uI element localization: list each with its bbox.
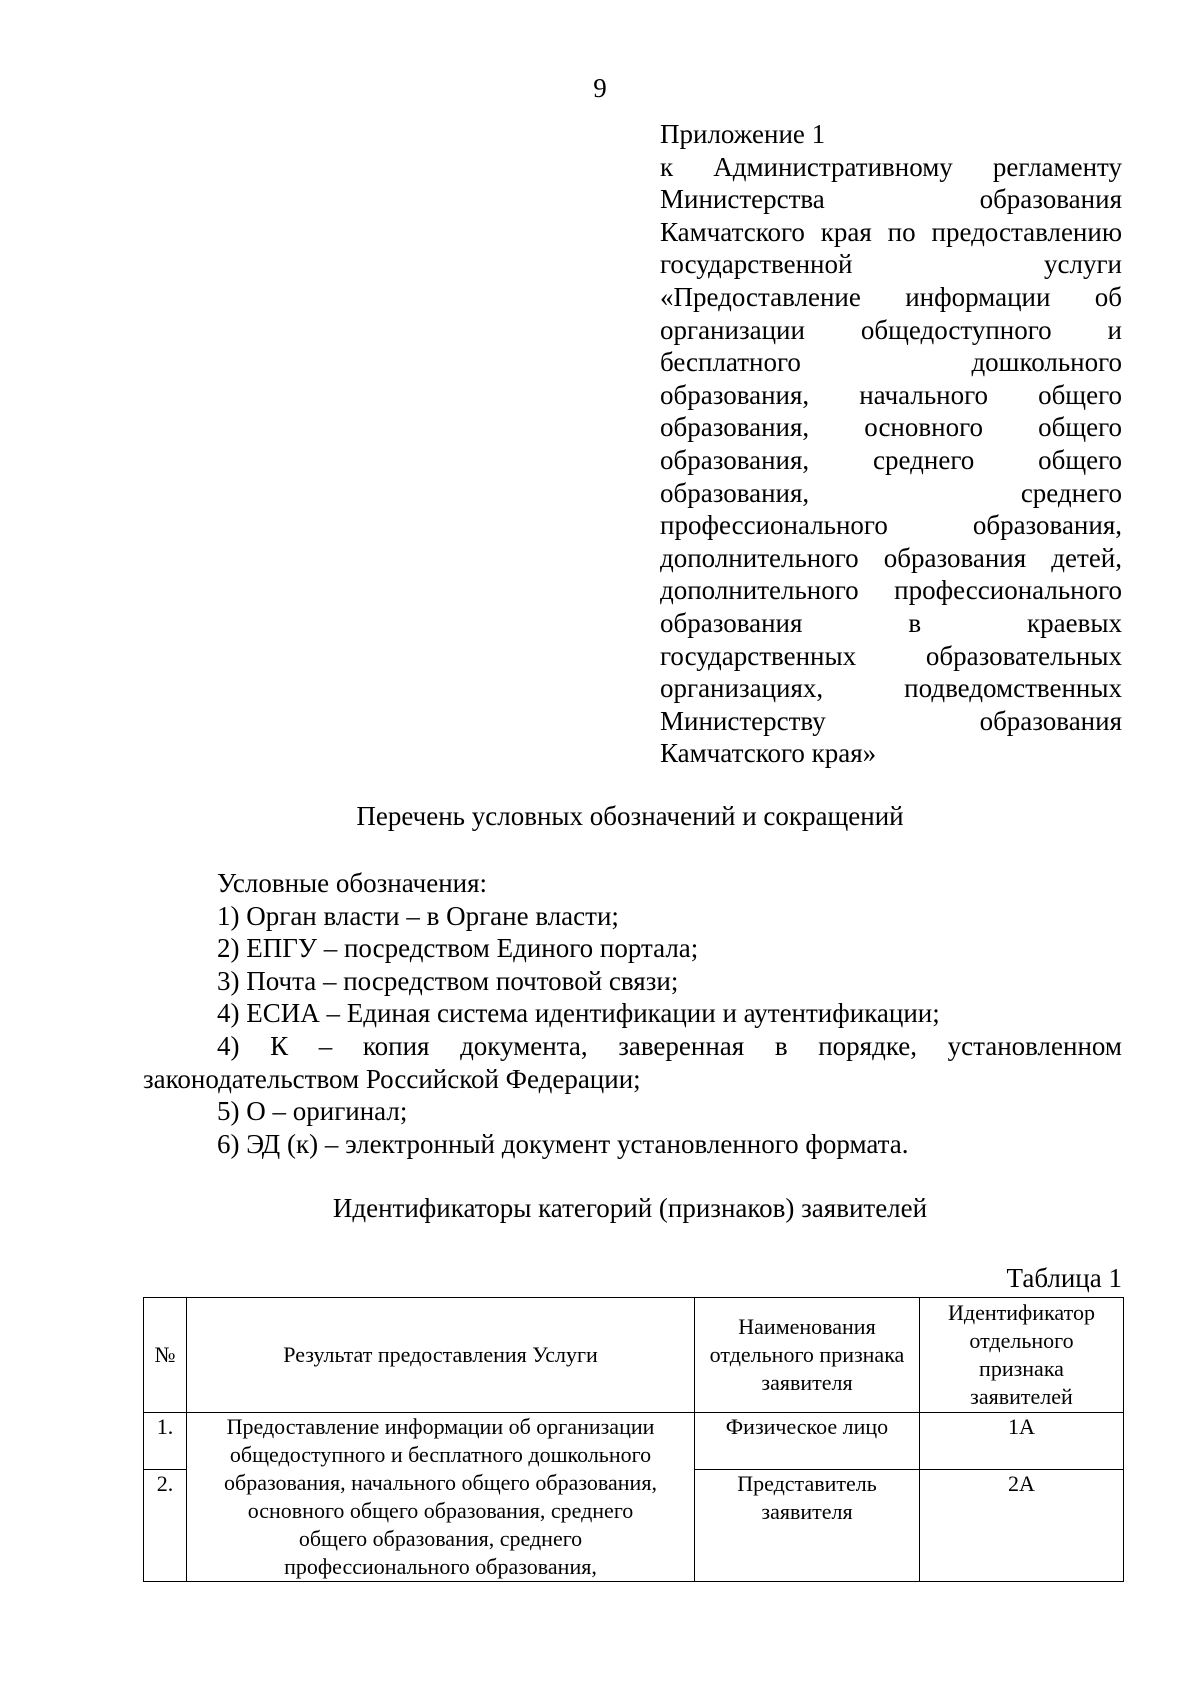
appendix-line: государственной услуги	[660, 249, 1122, 280]
table-heading: Идентификаторы категорий (признаков) заявителей	[332, 1193, 928, 1223]
legend-item: 4) ЕСИА – Единая система идентификации и аутентификации;	[217, 998, 940, 1029]
appendix-line: образования, среднего	[660, 477, 1122, 508]
result-line: общего образования, среднего	[298, 1526, 583, 1551]
legend-title: Условные обозначения:	[217, 868, 488, 898]
cell-id: 1А	[920, 1413, 1124, 1470]
legend-item: 5) О – оригинал;	[217, 1096, 408, 1127]
appendix-line: образования, начального общего	[660, 379, 1122, 410]
table-row	[144, 1413, 1124, 1470]
appendix-line: Камчатского края по предоставлению	[660, 216, 1122, 247]
header-id: Идентификатор отдельного признака заявителей	[920, 1298, 1124, 1413]
cell-num: 2.	[144, 1469, 187, 1581]
cell-id: 2А	[920, 1469, 1124, 1581]
appendix-line: бесплатного дошкольного	[660, 347, 1122, 378]
result-line: образования, начального общего образования,	[224, 1470, 657, 1495]
appendix-line: Министерства образования	[660, 184, 1122, 215]
legend-item: 1) Орган власти – в Органе власти;	[217, 900, 619, 931]
result-line: основного общего образования, среднего	[247, 1498, 634, 1523]
legend-item-continuation: законодательством Российской Федерации;	[143, 1063, 641, 1094]
appendix-line: Приложение 1	[660, 119, 826, 149]
appendix-line: «Предоставление информации об	[660, 281, 1122, 312]
appendix-line: к Административному регламенту	[660, 151, 1122, 182]
legend-item: 6) ЭД (к) – электронный документ установленного формата.	[217, 1128, 909, 1159]
appendix-line: профессионального образования,	[660, 510, 1122, 541]
result-line: Предоставление информации об организации	[226, 1414, 655, 1439]
appendix-line: государственных образовательных	[660, 640, 1122, 671]
appendix-line: организациях, подведомственных	[660, 673, 1122, 704]
cell-name: Представитель заявителя	[695, 1469, 920, 1581]
result-line: общедоступного и бесплатного дошкольного	[229, 1442, 652, 1467]
legend-heading: Перечень условных обозначений и сокращений	[356, 801, 904, 831]
cell-name: Физическое лицо	[695, 1413, 920, 1470]
identifiers-table	[143, 1297, 1124, 1582]
cell-result	[187, 1413, 695, 1582]
appendix-line: дополнительного образования детей,	[660, 542, 1122, 573]
table-caption: Таблица 1	[1006, 1263, 1122, 1293]
header-num: №	[144, 1298, 187, 1413]
result-line: профессионального образования,	[284, 1554, 597, 1579]
page-number: 9	[593, 73, 607, 103]
header-result: Результат предоставления Услуги	[187, 1298, 695, 1413]
appendix-line: дополнительного профессионального	[660, 575, 1122, 606]
table-header-row	[144, 1298, 1124, 1413]
header-name: Наименования отдельного признака заявителя	[695, 1298, 920, 1413]
appendix-line: образования, среднего общего	[660, 444, 1122, 475]
appendix-block	[660, 118, 1122, 770]
legend-item: 3) Почта – посредством почтовой связи;	[217, 965, 679, 996]
legend-block	[143, 867, 1122, 1160]
appendix-line: Министерству образования	[660, 705, 1122, 736]
appendix-line: Камчатского края»	[660, 738, 877, 769]
appendix-line: организации общедоступного и	[660, 314, 1122, 345]
legend-item: 2) ЕПГУ – посредством Единого портала;	[217, 933, 699, 964]
legend-item: 4) К – копия документа, заверенная в порядке, установленном	[217, 1030, 1122, 1061]
cell-num: 1.	[144, 1413, 187, 1470]
appendix-line: образования в краевых	[660, 607, 1122, 638]
appendix-line: образования, основного общего	[660, 412, 1122, 443]
